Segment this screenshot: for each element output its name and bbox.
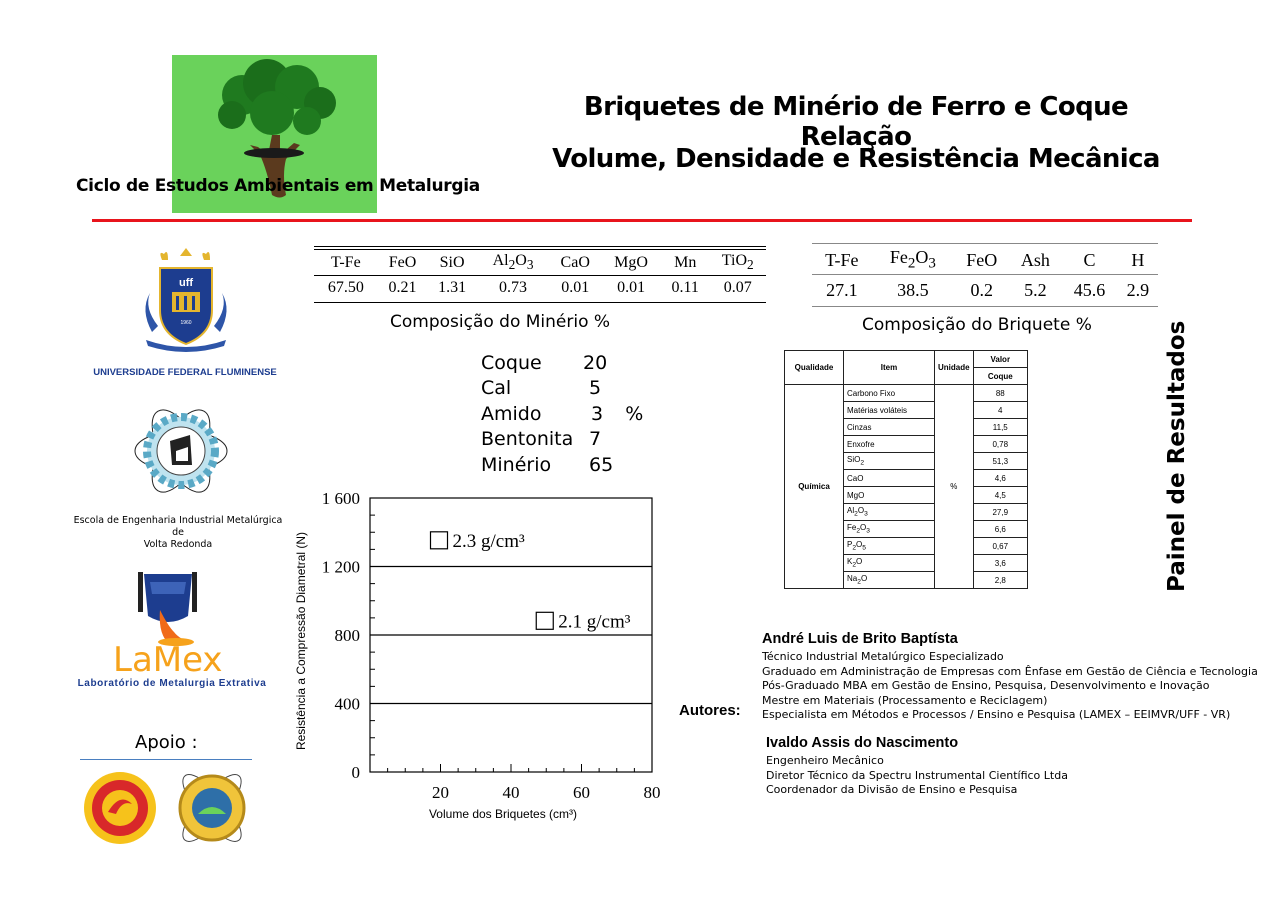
brq-table-midline bbox=[812, 274, 1158, 275]
mixture-item-unit bbox=[613, 452, 643, 478]
coke-item: $Na_2O$ bbox=[844, 572, 935, 589]
lamex-full-name: Laboratório de Metalurgia Extrativa bbox=[77, 678, 267, 689]
mixture-list bbox=[481, 350, 643, 478]
author1-credentials bbox=[762, 650, 1258, 723]
coke-header-row bbox=[785, 351, 1028, 368]
y-tick-label: 1 200 bbox=[321, 557, 360, 577]
brq-value-row bbox=[812, 274, 1158, 306]
coke-item: SiO$_2$ bbox=[844, 453, 935, 470]
ore-header-cell: SiO bbox=[439, 253, 465, 271]
ore-value-cell: 1.31 bbox=[438, 279, 467, 297]
coke-header-item: Item bbox=[844, 351, 935, 385]
ore-value-cell: 0.07 bbox=[723, 279, 752, 297]
partner-seal-logo bbox=[168, 770, 256, 846]
brq-header-cell: $Fe_2O_3$ bbox=[889, 247, 936, 272]
coke-value: 0,67 bbox=[973, 538, 1027, 555]
x-tick-label: 20 bbox=[432, 783, 449, 802]
mixture-item-value: 3 bbox=[591, 402, 604, 425]
coke-header-unit: Unidade bbox=[935, 351, 974, 385]
coke-item: MgO bbox=[844, 487, 935, 504]
coke-value: 51,3 bbox=[973, 453, 1027, 470]
ore-header-cell: T-Fe bbox=[331, 253, 361, 271]
coke-item: Carbono Fixo bbox=[844, 385, 935, 402]
y-tick-label: 1 600 bbox=[321, 489, 360, 508]
eeimvr-name bbox=[70, 515, 286, 551]
coke-quality-table bbox=[784, 350, 1028, 589]
coke-item: CaO bbox=[844, 470, 935, 487]
uff-year-text: 1960 bbox=[180, 320, 192, 326]
mixture-item-name: Coque bbox=[481, 351, 542, 374]
coke-item: $K_2O$ bbox=[844, 555, 935, 572]
ore-header-cell: CaO bbox=[560, 253, 590, 271]
mixture-item-value: 7 bbox=[589, 428, 602, 451]
brq-header-row bbox=[812, 246, 1158, 274]
author2-name: Ivaldo Assis do Nascimento bbox=[766, 735, 959, 751]
header-divider bbox=[92, 219, 1192, 222]
ore-header-cell: Mn bbox=[674, 253, 697, 271]
author2-line: Coordenador da Divisão de Ensino e Pesquisa bbox=[766, 783, 1018, 797]
ore-header-row bbox=[314, 251, 766, 275]
density-label: 2.1 g/cm³ bbox=[558, 611, 631, 633]
coke-value: 4,6 bbox=[973, 470, 1027, 487]
mixture-item-value: 20 bbox=[583, 351, 608, 374]
y-tick-label: 400 bbox=[334, 694, 360, 714]
y-axis-label: Resistência a Compressão Diametral (N) bbox=[294, 531, 308, 751]
ore-header-cell: TiO$_2$ bbox=[721, 252, 754, 273]
mixture-item bbox=[481, 452, 643, 478]
mixture-item-name: Bentonita bbox=[481, 428, 574, 451]
brq-value-cell: 27.1 bbox=[826, 279, 858, 300]
uff-name: UNIVERSIDADE FEDERAL FLUMINENSE bbox=[93, 367, 277, 378]
coke-group-label: Química bbox=[785, 385, 844, 589]
uff-badge-text: uff bbox=[178, 277, 194, 289]
ore-value-cell: 0.73 bbox=[499, 279, 528, 297]
coke-item: $Al_2O_3$ bbox=[844, 504, 935, 521]
coke-item: $P_2O_5$ bbox=[844, 538, 935, 555]
briquette-table-caption: Composição do Briquete % bbox=[862, 315, 1092, 335]
coke-header-quality: Qualidade bbox=[785, 351, 844, 385]
ore-table-bottomline bbox=[314, 302, 766, 303]
mixture-item-name: Amido bbox=[481, 402, 542, 425]
coke-item: Enxofre bbox=[844, 436, 935, 453]
results-panel-label: Painel de Resultados bbox=[1164, 320, 1190, 592]
brq-header-cell: FeO bbox=[966, 249, 998, 270]
density-marker bbox=[431, 532, 448, 549]
author2-line: Diretor Técnico da Spectru Instrumental Científico Ltda bbox=[766, 768, 1068, 782]
author2-credentials bbox=[766, 754, 1068, 798]
mixture-item bbox=[481, 427, 643, 453]
mixture-item-unit bbox=[613, 427, 643, 453]
page-title-line2: Volume, Densidade e Resistência Mecânica bbox=[552, 144, 1160, 174]
brq-value-cell: 38.5 bbox=[897, 279, 929, 300]
mixture-item bbox=[481, 350, 643, 376]
mixture-item-name: Minério bbox=[481, 453, 552, 476]
page-title-line1: Briquetes de Minério de Ferro e Coque Relação bbox=[583, 92, 1129, 152]
mixture-item-unit bbox=[613, 376, 643, 402]
brq-table-bottomline bbox=[812, 306, 1158, 307]
ore-value-cell: 0.11 bbox=[671, 279, 699, 297]
strength-volume-chart bbox=[290, 488, 670, 828]
lamex-cauldron-logo bbox=[130, 566, 230, 648]
coke-unit: % bbox=[935, 385, 974, 589]
coke-value: 3,6 bbox=[973, 555, 1027, 572]
mixture-item-value: 65 bbox=[589, 453, 614, 476]
ore-value-cell: 0.01 bbox=[617, 279, 646, 297]
mixture-item-unit: % bbox=[625, 402, 644, 425]
author1-line: Graduado em Administração de Empresas com Ênfase em Gestão de Ciência e Tecnologia bbox=[762, 664, 1258, 678]
ore-header-cell: $Al_2O_3$ bbox=[492, 252, 534, 273]
brq-value-cell: 2.9 bbox=[1126, 279, 1150, 300]
brq-header-cell: H bbox=[1131, 249, 1145, 270]
ore-table-midline bbox=[314, 275, 766, 276]
ore-value-row bbox=[314, 275, 766, 301]
mixture-item bbox=[481, 401, 643, 427]
brq-header-cell: Ash bbox=[1020, 249, 1050, 270]
y-tick-label: 800 bbox=[334, 626, 360, 645]
coke-row bbox=[785, 385, 1028, 402]
y-tick-label: 0 bbox=[351, 763, 360, 782]
brq-header-cell: T-Fe bbox=[825, 249, 859, 270]
ore-table-caption: Composição do Minério % bbox=[390, 312, 611, 332]
coke-value: 2,8 bbox=[973, 572, 1027, 589]
density-label: 2.3 g/cm³ bbox=[452, 530, 525, 552]
spectru-seal-logo bbox=[80, 770, 160, 846]
coke-value: 88 bbox=[973, 385, 1027, 402]
brq-value-cell: 5.2 bbox=[1024, 279, 1047, 300]
ore-table-topline2 bbox=[314, 249, 766, 250]
eeimvr-name-line2: Volta Redonda bbox=[143, 539, 213, 550]
support-divider bbox=[80, 759, 252, 760]
author1-line: Pós-Graduado MBA em Gestão de Ensino, Pesquisa, Desenvolvimento e Inovação bbox=[762, 679, 1210, 693]
x-tick-label: 40 bbox=[502, 783, 520, 802]
mixture-item bbox=[481, 376, 643, 402]
author1-line: Mestre em Materiais (Processamento e Reciclagem) bbox=[762, 693, 1048, 707]
coke-item: Cinzas bbox=[844, 419, 935, 436]
coke-value: 4,5 bbox=[973, 487, 1027, 504]
x-axis-label: Volume dos Briquetes (cm³) bbox=[428, 807, 578, 821]
ore-value-cell: 0.21 bbox=[388, 279, 417, 297]
coke-header-coke: Coque bbox=[973, 368, 1027, 385]
author1-name: André Luis de Brito Baptísta bbox=[762, 631, 958, 647]
brq-value-cell: 0.2 bbox=[970, 279, 993, 300]
x-tick-label: 60 bbox=[573, 783, 590, 802]
support-label: Apoio : bbox=[135, 732, 198, 753]
coke-value: 4 bbox=[973, 402, 1027, 419]
coke-value: 11,5 bbox=[973, 419, 1027, 436]
ore-composition-table bbox=[314, 251, 766, 301]
brq-value-cell: 45.6 bbox=[1073, 279, 1106, 300]
cycle-name: Ciclo de Estudos Ambientais em Metalurgia bbox=[76, 176, 480, 196]
lamex-wordmark: LaMex bbox=[113, 640, 223, 680]
density-marker bbox=[536, 612, 553, 629]
authors-label: Autores: bbox=[679, 702, 741, 719]
author1-line: Técnico Industrial Metalúrgico Especializado bbox=[762, 650, 1004, 663]
ore-value-cell: 67.50 bbox=[327, 279, 364, 297]
author1-line: Especialista em Métodos e Processos / Ensino e Pesquisa (LAMEX – EEIMVR/UFF - VR) bbox=[762, 708, 1231, 722]
ore-header-cell: MgO bbox=[614, 253, 648, 271]
brq-header-cell: C bbox=[1083, 249, 1096, 270]
coke-value: 6,6 bbox=[973, 521, 1027, 538]
coke-item: $Fe_2O_3$ bbox=[844, 521, 935, 538]
x-tick-label: 80 bbox=[643, 783, 661, 802]
uff-crest-logo bbox=[140, 248, 232, 356]
mixture-item-value: 5 bbox=[589, 377, 602, 400]
ore-value-cell: 0.01 bbox=[561, 279, 590, 297]
coke-value: 27,9 bbox=[973, 504, 1027, 521]
eeimvr-name-line1: Escola de Engenharia Industrial Metalúrgica de bbox=[73, 515, 283, 538]
ore-header-cell: FeO bbox=[388, 253, 417, 271]
briquette-composition-table bbox=[812, 246, 1158, 306]
author2-line: Engenheiro Mecânico bbox=[766, 754, 884, 767]
brq-table-topline bbox=[812, 243, 1158, 244]
eeimvr-gear-logo bbox=[132, 395, 230, 507]
coke-item: Matérias voláteis bbox=[844, 402, 935, 419]
mixture-item-unit bbox=[613, 350, 643, 376]
coke-value: 0,78 bbox=[973, 436, 1027, 453]
coke-header-value: Valor bbox=[973, 351, 1027, 368]
mixture-item-name: Cal bbox=[481, 377, 512, 400]
ore-table-topline bbox=[314, 246, 766, 247]
